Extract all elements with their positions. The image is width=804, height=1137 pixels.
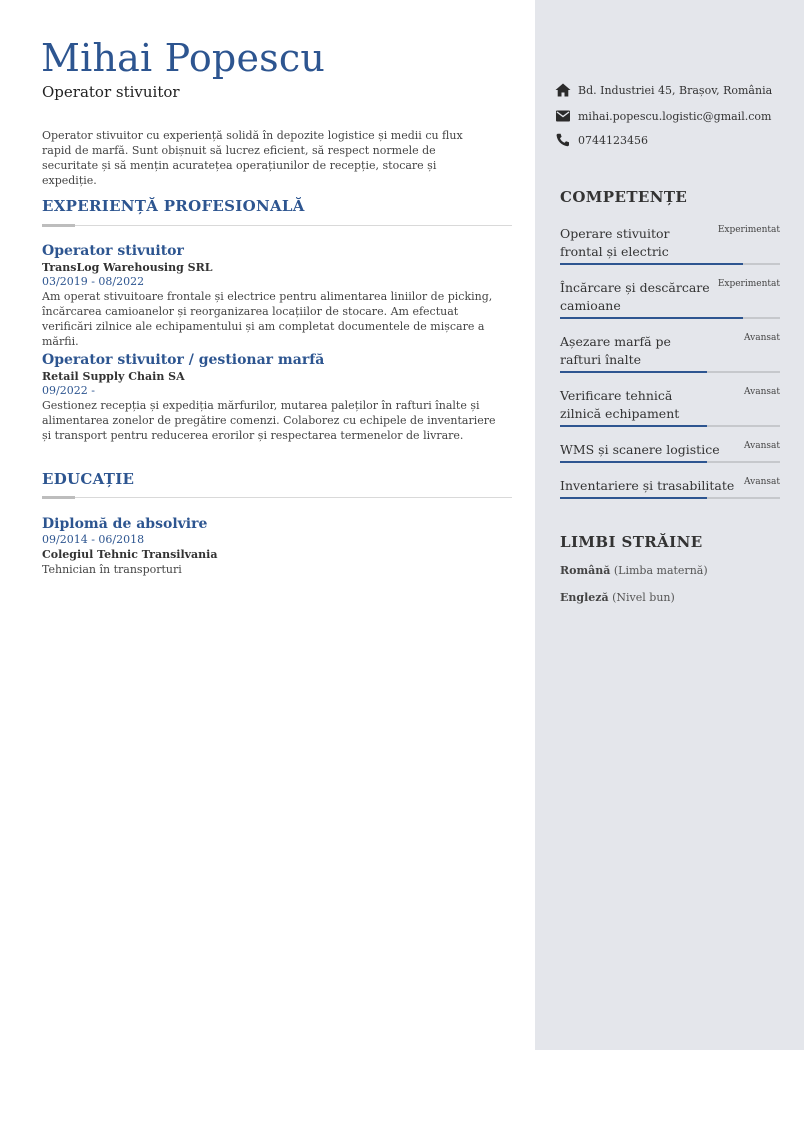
skill-bar-fill bbox=[560, 497, 707, 499]
skills-heading: COMPETENȚE bbox=[560, 188, 688, 206]
skill-bar bbox=[560, 263, 780, 265]
contact-address bbox=[555, 83, 772, 97]
experience-role: Operator stivuitor bbox=[42, 243, 184, 259]
education-school: Colegiul Tehnic Transilvania bbox=[42, 548, 218, 561]
contact-phone[interactable] bbox=[555, 133, 648, 147]
experience-divider bbox=[42, 225, 512, 226]
skill-bar-fill bbox=[560, 425, 707, 427]
job-title: Operator stivuitor bbox=[42, 83, 180, 101]
language-level: (Nivel bun) bbox=[612, 591, 675, 604]
experience-heading: EXPERIENȚĂ PROFESIONALĂ bbox=[42, 197, 305, 215]
skill-level: Avansat bbox=[744, 333, 780, 343]
skill-bar-fill bbox=[560, 371, 707, 373]
skill-bar-fill bbox=[560, 263, 743, 265]
language-level: (Limba maternă) bbox=[613, 564, 708, 577]
experience-company: Retail Supply Chain SA bbox=[42, 370, 185, 383]
skill-level: Experimentat bbox=[717, 279, 780, 289]
skill-bar-fill bbox=[560, 461, 707, 463]
skill-name: Operare stivuitor frontal și electric bbox=[560, 226, 670, 259]
skill-level: Avansat bbox=[744, 387, 780, 397]
language-name: Engleză bbox=[560, 591, 609, 604]
experience-description: Am operat stivuitoare frontale și electrice pentru alimentarea liniilor de picking, încărcarea camioanelor și reorganizarea locațiilor de stocare. Am efectuat verificări zilnice ale echipamentului și am completat documentele de mișcare a mărfii. bbox=[42, 290, 493, 348]
education-heading: EDUCAȚIE bbox=[42, 470, 135, 488]
skill-level: Experimentat bbox=[717, 225, 780, 235]
profile-summary: Operator stivuitor cu experiență solidă în depozite logistice și medii cu flux rapid de marfă. Sunt obișnuit să lucrez eficient, să respect normele de securitate și să mențin acuratețea operațiunilor de recepție, stocare și expediție. bbox=[42, 129, 463, 187]
email-text[interactable]: mihai.popescu.logistic@gmail.com bbox=[578, 109, 772, 123]
home-icon bbox=[555, 83, 571, 97]
education-dates: 09/2014 - 06/2018 bbox=[42, 533, 145, 546]
experience-role: Operator stivuitor / gestionar marfă bbox=[42, 352, 325, 368]
skill-bar-fill bbox=[560, 317, 743, 319]
experience-dates: 03/2019 - 08/2022 bbox=[42, 275, 145, 288]
sidebar bbox=[535, 0, 804, 1050]
address-text: Bd. Industriei 45, Brașov, România bbox=[578, 83, 773, 97]
skill-name: WMS și scanere logistice bbox=[560, 442, 720, 457]
education-field: Tehnician în transporturi bbox=[42, 563, 182, 576]
experience-company: TransLog Warehousing SRL bbox=[42, 261, 213, 274]
experience-dates: 09/2022 - bbox=[42, 384, 95, 397]
education-divider bbox=[42, 497, 512, 498]
skill-level: Avansat bbox=[744, 441, 780, 451]
skill-bar bbox=[560, 425, 780, 427]
skill-name: Așezare marfă pe rafturi înalte bbox=[560, 334, 671, 367]
language-item bbox=[560, 564, 708, 577]
skill-bar bbox=[560, 497, 780, 499]
mail-icon bbox=[555, 109, 571, 123]
skill-bar bbox=[560, 317, 780, 319]
skill-bar bbox=[560, 461, 780, 463]
experience-divider-accent bbox=[42, 224, 75, 227]
language-name: Română bbox=[560, 564, 611, 577]
education-degree: Diplomă de absolvire bbox=[42, 516, 208, 532]
experience-description: Gestionez recepția și expediția mărfurilor, mutarea paleților în rafturi înalte și alimentarea zonelor de pregătire comenzi. Colaborez cu echipele de inventariere și transport pentru reducerea erorilor și respectarea termenelor de livrare. bbox=[42, 399, 496, 442]
skill-name: Încărcare și descărcare camioane bbox=[560, 280, 710, 313]
experience-entry bbox=[42, 242, 502, 349]
candidate-name: Mihai Popescu bbox=[41, 36, 326, 80]
language-item bbox=[560, 591, 675, 604]
languages-heading: LIMBI STRĂINE bbox=[560, 533, 703, 551]
phone-icon bbox=[555, 133, 571, 147]
skill-name: Inventariere și trasabilitate bbox=[560, 478, 735, 493]
phone-text[interactable]: 0744123456 bbox=[578, 133, 648, 147]
skill-level: Avansat bbox=[744, 477, 780, 487]
contact-email[interactable] bbox=[555, 109, 771, 123]
education-divider-accent bbox=[42, 496, 75, 499]
experience-entry bbox=[42, 351, 502, 443]
skill-name: Verificare tehnică zilnică echipament bbox=[560, 388, 680, 421]
education-entry bbox=[42, 515, 502, 577]
skill-bar bbox=[560, 371, 780, 373]
